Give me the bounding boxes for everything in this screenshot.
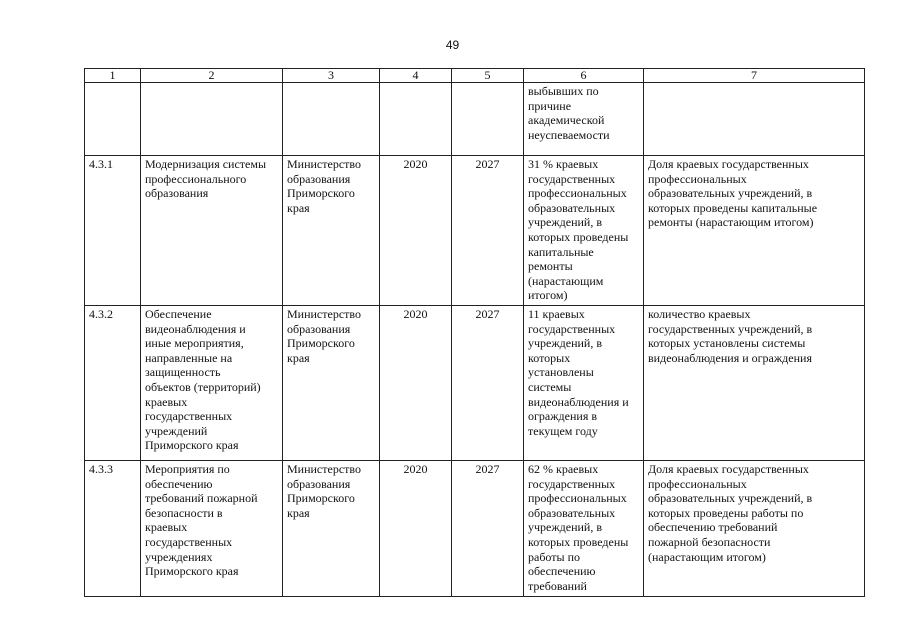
item-indicator: 62 % краевых государственных профессиональных образовательных учреждений, в которых проведены работы по обеспечению требований (524, 461, 644, 597)
item-description: Доля краевых государственных профессиональных образовательных учреждений, в которых проведены работы по обеспечению требований пожарной безопасности (нарастающим итогом) (644, 461, 865, 597)
item-end-year: 2027 (452, 156, 524, 306)
item-name: Модернизация системы профессионального образования (141, 156, 283, 306)
item-number: 4.3.1 (85, 156, 141, 306)
item-name: Обеспечение видеонаблюдения и иные мероприятия, направленные на защищенность объектов (территорий) краевых государственных учреждений Приморского края (141, 306, 283, 461)
table-row (85, 461, 865, 597)
table-row (85, 306, 865, 461)
program-table (84, 68, 865, 597)
item-end-year (452, 83, 524, 156)
item-executor (283, 83, 380, 156)
item-indicator: 11 краевых государственных учреждений, в которых установлены системы видеонаблюдения и ограждения в текущем году (524, 306, 644, 461)
column-number: 1 (85, 69, 141, 83)
column-number-row (85, 69, 865, 83)
item-executor: Министерство образования Приморского края (283, 461, 380, 597)
item-name: Мероприятия по обеспечению требований пожарной безопасности в краевых государственных учреждениях Приморского края (141, 461, 283, 597)
column-number: 2 (141, 69, 283, 83)
item-start-year: 2020 (380, 461, 452, 597)
column-number: 7 (644, 69, 865, 83)
item-executor: Министерство образования Приморского края (283, 156, 380, 306)
item-end-year: 2027 (452, 306, 524, 461)
item-description: количество краевых государственных учреждений, в которых установлены системы видеонаблюдения и ограждения (644, 306, 865, 461)
column-number: 4 (380, 69, 452, 83)
table-row (85, 156, 865, 306)
page-number: 49 (445, 38, 460, 52)
table-row (85, 83, 865, 156)
item-number: 4.3.3 (85, 461, 141, 597)
item-number: 4.3.2 (85, 306, 141, 461)
item-name (141, 83, 283, 156)
item-start-year: 2020 (380, 156, 452, 306)
column-number: 6 (524, 69, 644, 83)
item-description: Доля краевых государственных профессиональных образовательных учреждений, в которых проведены капитальные ремонты (нарастающим итогом) (644, 156, 865, 306)
item-executor: Министерство образования Приморского края (283, 306, 380, 461)
item-indicator: выбывших по причине академической неуспеваемости (524, 83, 644, 156)
column-number: 3 (283, 69, 380, 83)
item-description (644, 83, 865, 156)
item-start-year (380, 83, 452, 156)
item-start-year: 2020 (380, 306, 452, 461)
item-end-year: 2027 (452, 461, 524, 597)
item-indicator: 31 % краевых государственных профессиональных образовательных учреждений, в которых проведены капитальные ремонты (нарастающим итогом) (524, 156, 644, 306)
item-number (85, 83, 141, 156)
column-number: 5 (452, 69, 524, 83)
